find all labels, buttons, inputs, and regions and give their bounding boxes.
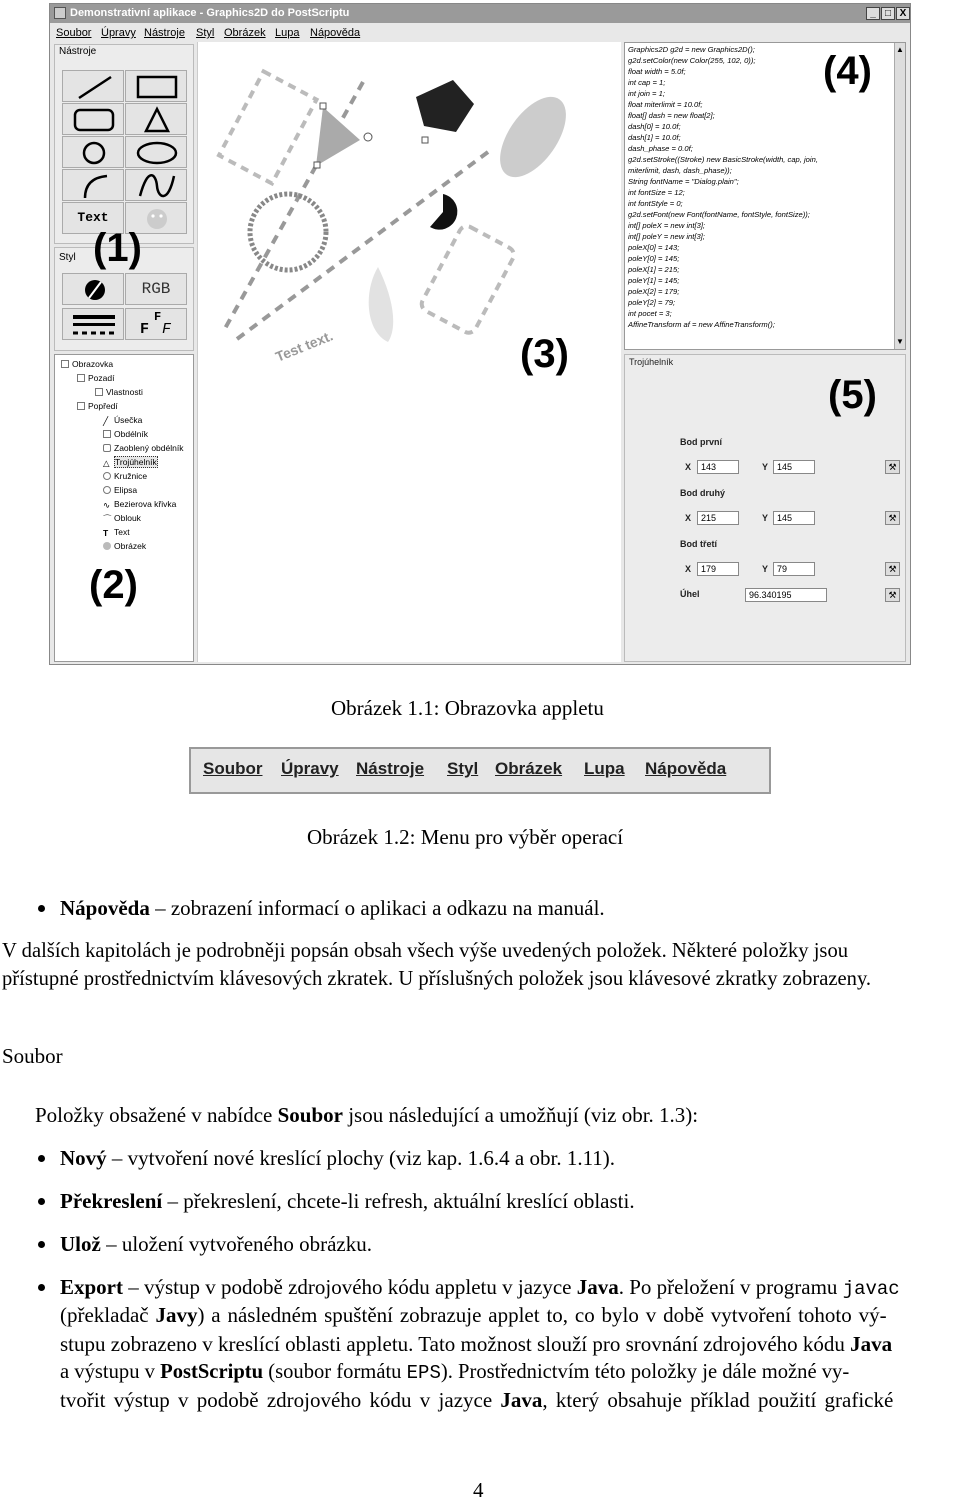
menu-figure	[189, 747, 771, 794]
tree-node-popredi[interactable]	[77, 401, 118, 411]
tree-node-obrazovka[interactable]	[61, 359, 113, 369]
menu-styl[interactable]: Styl	[196, 27, 215, 39]
ellipse-tool-button[interactable]	[125, 136, 187, 168]
properties-icon	[95, 388, 103, 396]
paragraph-line: V dalších kapitolách je podrobněji popsán obsah všech výše uvedených položek. Některé položky jsou	[2, 940, 849, 962]
code-line: int[] poleY = new int[3];	[628, 232, 705, 241]
code-line: Graphics2D g2d = new Graphics2D();	[628, 45, 755, 54]
bezier-icon	[126, 170, 188, 202]
x-label: X	[685, 513, 692, 523]
term: Překreslení	[60, 1189, 163, 1213]
arc-icon	[63, 170, 125, 202]
tree-node-bezier[interactable]	[103, 499, 176, 509]
bullet	[38, 1241, 45, 1248]
x-label: X	[685, 462, 692, 472]
pick-point2-icon[interactable]: ⚒	[885, 511, 900, 525]
dashed-line-2	[233, 152, 488, 342]
tree-node-label: Bezierova křivka	[114, 499, 177, 509]
tree-node-obdelnik[interactable]	[103, 429, 148, 439]
text: . Po přeložení v programu	[618, 1275, 843, 1299]
circle-icon	[103, 472, 111, 480]
scroll-down-icon[interactable]: ▼	[896, 337, 904, 346]
line-style-button[interactable]	[62, 308, 124, 340]
circle-tool-button[interactable]	[62, 136, 124, 168]
bezier-icon: ∿	[103, 500, 111, 510]
code-line: poleX[1] = 215;	[628, 265, 680, 274]
tree-node-trojuhelnik[interactable]	[103, 457, 158, 467]
circle-icon	[63, 137, 125, 169]
text: (překladač	[60, 1303, 156, 1327]
export-line-4	[60, 1358, 849, 1387]
figure-2-caption: Obrázek 1.2: Menu pro výběr operací	[307, 825, 624, 849]
tree-node-kruznice[interactable]	[103, 471, 147, 481]
marker-4: (4)	[823, 49, 872, 93]
term: PostScriptu	[160, 1361, 264, 1383]
x-label: X	[685, 564, 692, 574]
code-line: poleX[2] = 179;	[628, 287, 680, 296]
tree-node-label: Úsečka	[114, 415, 143, 425]
point3-label: Bod třetí	[680, 539, 717, 549]
menu-figure-lupa[interactable]: Lupa	[584, 759, 625, 778]
dashed-rounded-rectangle	[419, 223, 517, 335]
arc-tool-button[interactable]	[62, 169, 124, 201]
bezier-tool-button[interactable]	[125, 169, 187, 201]
tree-node-label: Pozadí	[88, 373, 115, 383]
bullet	[38, 1284, 45, 1291]
y-label: Y	[762, 564, 769, 574]
arc-icon: ⌒	[103, 514, 112, 524]
tree-node-label: Obdélník	[114, 429, 149, 439]
tree-node-usecka[interactable]	[103, 415, 142, 425]
text: ) a následném spuštění zobrazuje applet to, co bylo v době vytvoření tohoto vý-	[197, 1303, 887, 1327]
fill-tool-button[interactable]	[62, 273, 124, 305]
code-line: AffineTransform af = new AffineTransform();	[628, 320, 775, 329]
tools-panel	[54, 44, 194, 244]
code-line: int fontStyle = 0;	[628, 199, 683, 208]
paragraph-line: přístupné prostřednictvím klávesových zkratek. U příslušných položek jsou klávesové zkratky zobrazeny.	[2, 968, 872, 990]
triangle-icon	[126, 104, 188, 136]
tree-node-label: Text	[114, 527, 130, 537]
pick-point3-icon[interactable]: ⚒	[885, 562, 900, 576]
menu-bar	[50, 24, 910, 42]
font-button[interactable]	[125, 308, 187, 340]
point2-y-input[interactable]: 145	[773, 511, 815, 525]
marker-2: (2)	[89, 563, 138, 607]
angle-label: Úhel	[680, 589, 700, 599]
fill-icon	[63, 274, 125, 306]
code-line: miterlimit, dash, dash_phase));	[628, 166, 732, 175]
menu-figure-napoveda[interactable]: Nápověda	[645, 759, 727, 778]
code-line: g2d.setFont(new Font(fontName, fontStyle, fontSize));	[628, 210, 810, 219]
selection-handle[interactable]	[422, 137, 428, 143]
point1-x-input[interactable]: 143	[697, 460, 739, 474]
term: Ulož	[60, 1232, 101, 1256]
tree-node-label: Oblouk	[114, 513, 141, 523]
term: Java	[500, 1388, 543, 1412]
ellipse-shape	[487, 86, 579, 189]
intro-text: jsou následující a umožňují (viz obr. 1.3):	[342, 1103, 699, 1127]
drawing-canvas[interactable]	[197, 42, 621, 662]
style-label: Styl	[59, 252, 76, 263]
code-line: g2d.setStroke((Stroke) new BasicStroke(width, cap, join,	[628, 155, 818, 164]
canvas-text: Test text.	[273, 327, 336, 365]
line-tool-button[interactable]	[62, 70, 124, 102]
intro-term: Soubor	[277, 1103, 343, 1127]
menu-figure-soubor[interactable]: Soubor	[203, 759, 263, 778]
figure-1-caption: Obrázek 1.1: Obrazovka appletu	[331, 696, 604, 720]
angle-input[interactable]: 96.340195	[745, 588, 827, 602]
term: Export	[60, 1275, 123, 1299]
code-line: int cap = 1;	[628, 78, 666, 87]
menu-nastroje[interactable]: Nástroje	[144, 27, 185, 39]
code-term: EPS	[406, 1362, 441, 1384]
point3-x-input[interactable]: 179	[697, 562, 739, 576]
bezier-shape	[369, 267, 394, 342]
bullet	[38, 1155, 45, 1162]
tree-node-label-selected: Trojúhelník	[115, 457, 157, 467]
export-line-2	[60, 1301, 887, 1329]
tree-node-elipsa[interactable]	[103, 485, 137, 495]
code-line: float[] dash = new float[2];	[628, 111, 715, 120]
intro-text: Položky obsažené v nabídce	[35, 1103, 278, 1127]
menu-figure-upravy[interactable]: Úpravy	[281, 759, 339, 778]
menu-figure-nastroje[interactable]: Nástroje	[356, 759, 425, 778]
term: Java	[576, 1275, 619, 1299]
point1-y-input[interactable]: 145	[773, 460, 815, 474]
text: tvořit výstup v podobě zdrojového kódu v jazyce	[60, 1388, 501, 1412]
properties-panel	[624, 354, 906, 662]
marker-3: (3)	[520, 332, 569, 376]
rectangle-icon	[103, 430, 111, 438]
bullet	[38, 905, 45, 912]
text: – výstup v podobě zdrojového kódu appletu v jazyce	[123, 1275, 577, 1299]
code-line: dash[0] = 10.0f;	[628, 122, 681, 131]
code-line: int pocet = 3;	[628, 309, 672, 318]
tree-node-label: Obrazovka	[72, 359, 114, 369]
menu-figure-obrazek[interactable]: Obrázek	[495, 759, 563, 778]
menu-figure-styl[interactable]: Styl	[447, 759, 479, 778]
triangle-shape	[316, 107, 360, 166]
selection-handle[interactable]	[314, 162, 320, 168]
folder-icon	[77, 374, 85, 382]
code-line: int join = 1;	[628, 89, 665, 98]
java-icon	[54, 7, 66, 19]
code-line: float width = 5.0f;	[628, 67, 686, 76]
line-icon: ╱	[103, 416, 109, 426]
term: Java	[850, 1332, 893, 1356]
term: Nový	[60, 1146, 107, 1170]
rectangle-icon	[126, 71, 188, 103]
applet-window	[49, 3, 911, 665]
item-text: – vytvoření nové kreslící plochy (viz kap. 1.6.4 a obr. 1.11).	[106, 1146, 616, 1170]
point1-label: Bod první	[680, 437, 722, 447]
text: a výstupu v	[60, 1361, 161, 1383]
circle-shape	[250, 194, 326, 270]
tools-label: Nástroje	[59, 46, 97, 57]
minimize-button[interactable]: _	[866, 7, 880, 20]
triangle-tool-button[interactable]	[125, 103, 187, 135]
properties-group-label: Trojúhelník	[629, 357, 674, 367]
tree-node-vlastnosti[interactable]	[95, 387, 143, 397]
tree-node-pozadi[interactable]	[77, 373, 114, 383]
code-line: dash_phase = 0.0f;	[628, 144, 693, 153]
code-line: g2d.setColor(new Color(255, 102, 0));	[628, 56, 756, 65]
code-line: int[] poleX = new int[3];	[628, 221, 706, 230]
bullet	[38, 1198, 45, 1205]
term: Nápověda	[60, 896, 150, 920]
intro-line	[35, 1101, 698, 1129]
code-line: String fontName = "Dialog.plain";	[628, 177, 739, 186]
tree-node-label: Vlastnosti	[106, 387, 143, 397]
arc-shape	[430, 194, 457, 230]
item-text: – uložení vytvořeného obrázku.	[100, 1232, 372, 1256]
text: stupu zobrazeno v kreslící oblasti appletu. Tato možnost slouží pro srovnání zdrojového kódu	[60, 1332, 851, 1356]
tree-node-label: Obrázek	[114, 541, 147, 551]
line-icon	[63, 71, 125, 103]
text: , který obsahuje příklad použití grafické	[542, 1388, 894, 1412]
item-napoveda	[60, 894, 605, 922]
ellipse-icon	[126, 137, 188, 169]
folder-icon	[77, 402, 85, 410]
dashed-rectangle	[219, 71, 317, 183]
point2-label: Bod druhý	[680, 488, 725, 498]
text: ). Prostřednictvím této položky je dále možné vy-	[440, 1361, 850, 1383]
tree-node-label: Elipsa	[114, 485, 138, 495]
font-sample-small: F	[154, 310, 162, 324]
pick-point1-icon[interactable]: ⚒	[885, 460, 900, 474]
apply-angle-icon[interactable]: ⚒	[885, 588, 900, 602]
maximize-button[interactable]: □	[881, 7, 895, 20]
section-heading: Soubor	[2, 1044, 63, 1068]
y-label: Y	[762, 462, 769, 472]
marker-5: (5)	[828, 373, 877, 417]
triangle-icon: △	[103, 458, 110, 468]
marker-1: (1)	[93, 226, 142, 270]
code-line: poleX[0] = 143;	[628, 243, 680, 252]
code-line: dash[1] = 10.0f;	[628, 133, 681, 142]
item-uloz	[60, 1230, 372, 1258]
point2-x-input[interactable]: 215	[697, 511, 739, 525]
font-sample-italic: F	[162, 321, 172, 338]
image-shape	[416, 80, 474, 132]
code-line: float miterlimit = 10.0f;	[628, 100, 703, 109]
text-icon: T	[103, 528, 109, 538]
font-sample-bold: F	[140, 321, 150, 338]
export-line-3	[60, 1330, 892, 1358]
code-line: poleY[1] = 145;	[628, 276, 680, 285]
tree-node-zaobleny-obdelnik[interactable]	[103, 443, 183, 453]
code-scrollbar[interactable]	[894, 43, 906, 349]
folder-icon	[61, 360, 69, 368]
page-number: 4	[473, 1478, 484, 1502]
code-line: int fontSize = 12;	[628, 188, 685, 197]
item-text: – zobrazení informací o aplikaci a odkazu na manuál.	[149, 896, 605, 920]
tree-node-label: Kružnice	[114, 471, 148, 481]
rotation-handle[interactable]	[364, 133, 372, 141]
code-line: poleY[2] = 79;	[628, 298, 676, 307]
scroll-up-icon[interactable]: ▲	[896, 45, 904, 54]
text-tool-button[interactable]: Text	[62, 202, 124, 234]
menu-napoveda[interactable]: Nápověda	[310, 27, 361, 39]
code-line: poleY[0] = 145;	[628, 254, 680, 263]
tree-node-oblouk[interactable]	[103, 513, 141, 523]
code-view[interactable]	[624, 42, 906, 350]
menu-soubor[interactable]: Soubor	[56, 27, 92, 39]
tree-node-label: Popředí	[88, 401, 118, 411]
item-prekresleni	[60, 1187, 635, 1215]
tree-node-label: Zaoblený obdélník	[114, 443, 184, 453]
dashed-line-1	[223, 82, 363, 332]
export-line-1	[60, 1273, 900, 1303]
window-title: Demonstrativní aplikace - Graphics2D do PostScriptu	[70, 7, 350, 19]
title-bar	[50, 4, 910, 23]
code-term: javac	[842, 1278, 900, 1300]
y-label: Y	[762, 513, 769, 523]
point3-y-input[interactable]: 79	[773, 562, 815, 576]
menu-obrazek[interactable]: Obrázek	[224, 27, 266, 39]
menu-lupa[interactable]: Lupa	[275, 27, 300, 39]
object-tree	[54, 354, 194, 662]
selection-handle[interactable]	[320, 103, 326, 109]
tree-node-obrazek[interactable]	[103, 541, 146, 551]
item-novy	[60, 1144, 615, 1172]
tree-node-text[interactable]	[103, 527, 130, 537]
rounded-rectangle-tool-button[interactable]	[62, 103, 124, 135]
term: Javy	[155, 1303, 198, 1327]
menu-upravy[interactable]: Úpravy	[101, 27, 136, 39]
close-button[interactable]: X	[896, 7, 910, 20]
text: (soubor formátu	[263, 1361, 407, 1383]
rectangle-tool-button[interactable]	[125, 70, 187, 102]
rgb-color-button[interactable]: RGB	[125, 273, 187, 305]
item-text: – překreslení, chcete-li refresh, aktuální kreslící oblasti.	[162, 1189, 635, 1213]
ellipse-icon	[103, 486, 111, 494]
smiley-icon	[103, 542, 111, 550]
rounded-rectangle-icon	[63, 104, 125, 136]
line-style-icon	[63, 309, 125, 341]
export-line-5	[60, 1386, 893, 1414]
rounded-rectangle-icon	[103, 444, 111, 452]
